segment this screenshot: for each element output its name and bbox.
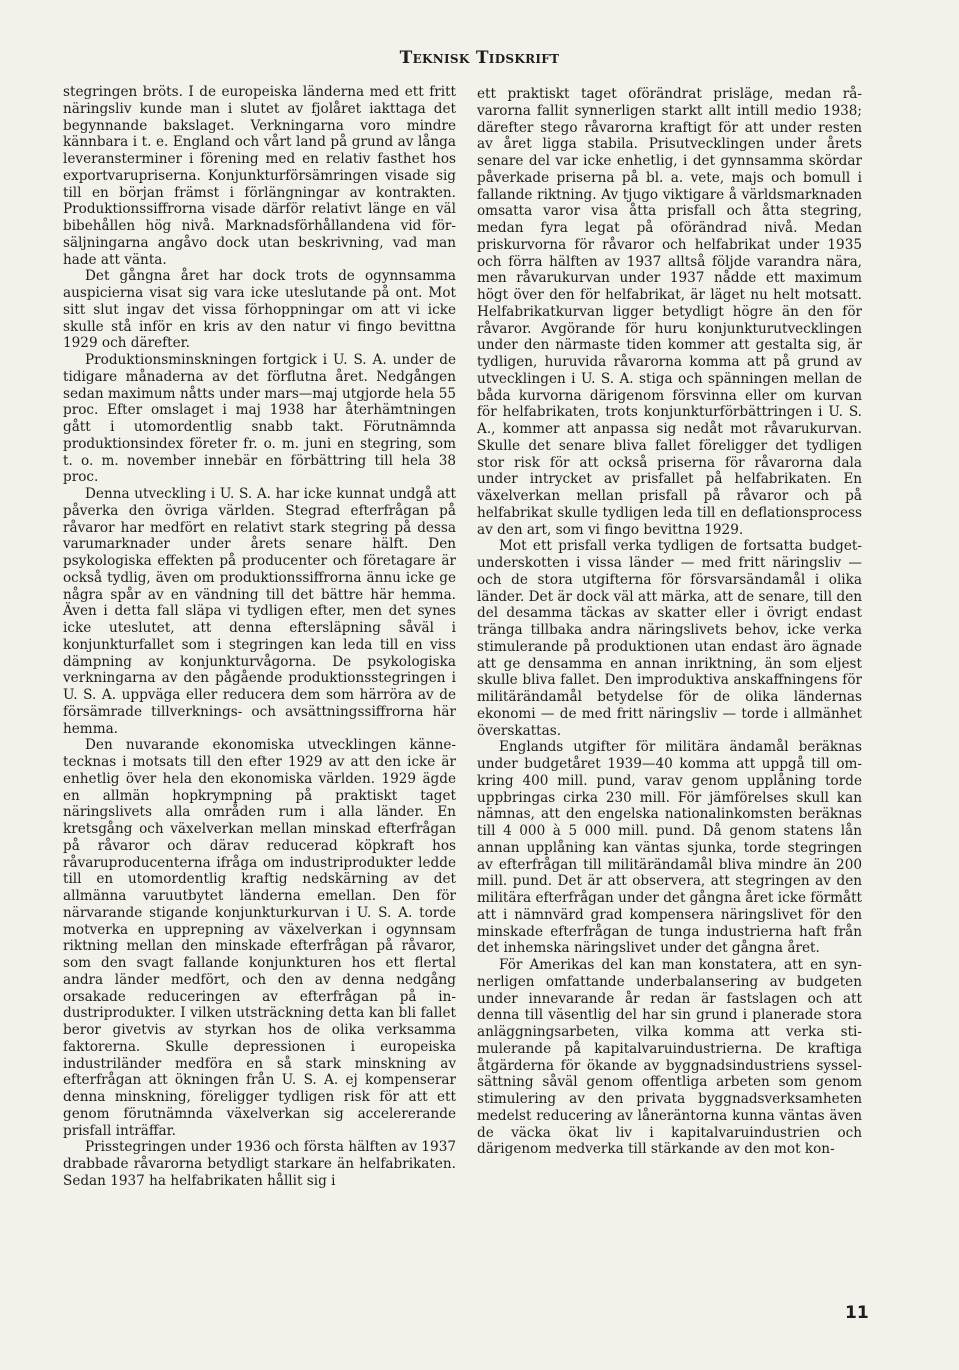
paragraph: Prisstegringen under 1936 och första hälften av 1937 drabbade råvarorna betydligt starkare än helfabrikaten. Sedan 1937 ha helfabrikaten hållit sig i (63, 1139, 456, 1189)
paragraph: Den nuvarande ekonomiska utvecklingen kännetecknas i motsats till den efter 1929 av att den icke är enhetlig över hela den ekonomiska världen. 1929 ägde en allmän hopkrympning på praktiskt taget näringslivets alla områden rum i alla länder. En kretsgång och växelverkan mellan minskad efterfrågan på råvaror och därav reducerad köpkraft hos råvaruproducenterna ifråga om industriprodukter ledde till en utomordentlig kraftig nedskärning av det allmänna varuutbytet länderna emellan. Den för närvarande stigande konjunkturkurvan i U. S. A. torde motverka en upprepning av växelverkan i ogynnsam riktning mellan den minskade efterfrågan på råvaror, som den svagt fallande konjunkturen hos ett flertal andra länder medfört, och den av denna nedgång orsakade reduceringen av efterfrågan på industriprodukter. I vilken utsträckning detta kan bli fallet beror givetvis av styrkan hos de olika verksamma faktorerna. Skulle depressionen i europeiska industriländer medföra en så stark minskning av efterfrågan att ökningen från U. S. A. ej kompenserar denna minskning, föreligger tydligen risk för att ett genom förutnämnda växelverkan sig accelererande prisfall inträffar. (63, 737, 456, 1139)
journal-masthead: Teknisk Tidskrift (399, 48, 560, 68)
paragraph: Denna utveckling i U. S. A. har icke kunnat undgå att påverka den övriga världen. Stegrad efterfrågan på råvaror har medfört en relativt stark stegring på dessa varumarknader under årets senare hälft. Den psykologiska effekten på producenter och företagare är också tydlig, även om produktionssiffrorna ännu icke ge några spår av en vändning till det bättre här hemma. Även i detta fall släpa vi tydligen efter, men det synes icke uteslutet, att denna eftersläpning såväl i konjunkturfallet som i stegringen kan leda till en viss dämpning av konjunkturvågorna. De psykologiska verkningarna av den pågående produktionsstegringen i U. S. A. uppväga eller reducera dem som härröra av de försämrade tillverknings- och avsättningssiffrorna här hemma. (63, 486, 456, 737)
right-text-column (477, 86, 862, 1158)
paragraph: ett praktiskt taget oförändrat prisläge, medan råvarorna fallit synnerligen starkt allt intill medio 1938; därefter stego råvarorna kraftigt för att under resten av året ligga stabila. Prisutvecklingen under årets senare del var icke enhetlig, i det gynnsamma skördar påverkade priserna på bl. a. vete, majs och bomull i fallande riktning. Av tjugo viktigare å världsmarknaden omsatta varor visa åtta prisfall och åtta stegring, medan fyra legat på oförändrad nivå. Medan priskurvorna för råvaror och helfabrikat under 1935 och förra hälften av 1937 alltså följde varandra nära, men råvarukurvan under 1937 nådde ett maximum högt över den för helfabrikat, är läget nu helt motsatt. Helfabrikatkurvan ligger betydligt högre än den för råvaror. Avgörande för huru konjunkturutvecklingen under den närmaste tiden kommer att gestalta sig, är tydligen, huruvida råvarorna komma att på grund av utvecklingen i U. S. A. stiga och spänningen mellan de båda kurvorna därigenom försvinna eller om kurvan för helfabrikaten, trots konjunkturförbättringen i U. S. A., kommer att anpassa sig nedåt mot råvarukurvan. Skulle det senare bliva fallet föreligger det tydligen stor risk för att också priserna för råvarorna dala under intrycket av prisfallet på helfabrikaten. En växelverkan mellan prisfall på råvaror och på helfabrikat skulle tydligen leda till en deflationsprocess av den art, som vi fingo bevittna 1929. (477, 86, 862, 538)
paragraph: Produktionsminskningen fortgick i U. S. A. under de tidigare månaderna av det förflutna året. Nedgången sedan maximum nåtts under mars—maj utgjorde hela 55 proc. Efter omslaget i maj 1938 har återhämtningen gått i utomordentlig snabb takt. Förutnämnda produktionsindex företer fr. o. m. juni en stegring, som t. o. m. november innebär en förbättring till hela 38 proc. (63, 352, 456, 486)
paragraph: Det gångna året har dock trots de ogynnsamma auspicierna visat sig vara icke uteslutande på ont. Mot sitt slut ingav det vissa förhoppningar om att vi icke skulle stå inför en kris av den natur vi fingo bevittna 1929 och därefter. (63, 268, 456, 352)
page-number: 11 (845, 1303, 869, 1323)
paragraph: Mot ett prisfall verka tydligen de fortsatta budgetunderskotten i vissa länder — med fritt näringsliv — och de stora utgifterna för försvarsändamål i olika länder. Det är dock väl att märka, att de senare, till den del desamma täckas av skatter eller i övrigt endast tränga tillbaka andra näringslivets behov, icke verka stimulerande på produktionen utan endast äro ägnade att ge densamma en annan inriktning, än som eljest skulle bliva fallet. Den improduktiva anskaffningens för militärändamål betydelse för de olika ländernas ekonomi — de med fritt näringsliv — torde i allmänhet överskattas. (477, 538, 862, 739)
paragraph: För Amerikas del kan man konstatera, att en synnerligen omfattande underbalansering av budgeten under innevarande år redan är fastslagen och att denna till väsentlig del har sin grund i planerade stora anläggningsarbeten, vilka komma att verka stimulerande på kapitalvaruindustrierna. De kraftiga åtgärderna för ökande av byggnadsindustriens sysselsättning såväl genom offentliga arbeten som genom stimulering av den privata byggnadsverksamheten medelst reducering av låneräntorna kunna väntas även de väcka ökat liv i kapitalvaruindustrien och därigenom medverka till stärkande av den mot kon- (477, 957, 862, 1158)
left-text-column (63, 84, 456, 1190)
paragraph: Englands utgifter för militära ändamål beräknas under budgetåret 1939—40 komma att uppgå till omkring 400 mill. pund, varav genom upplåning torde uppbringas cirka 230 mill. För jämförelses skull kan nämnas, att den engelska nationalinkomsten beräknas till 4 000 à 5 000 mill. pund. Då genom statens lån annan upplåning kan väntas sjunka, torde stegringen av efterfrågan till militärändamål bliva mindre än 200 mill. pund. Det är att observera, att stegringen av den militära efterfrågan under det gångna året icke förmått att i nämnvärd grad kompensera näringslivet för den minskade efterfrågan de tunga industrierna haft från det inhemska näringslivet under det gångna året. (477, 739, 862, 957)
paragraph: stegringen bröts. I de europeiska länderna med ett fritt näringsliv kunde man i slutet av fjolåret iakttaga det begynnande bakslaget. Verkningarna voro mindre kännbara i t. e. England och vårt land på grund av långa leveransterminer i förening med en relativ fasthet hos exportvarupriserna. Konjunkturförsämringen visade sig till en början främst i förlängningar av kontrakten. Produktionssiffrorna visade därför relativt länge en väl bibehållen hög nivå. Marknadsförhållandena vid försäljningarna angåvo dock utan beskrivning, vad man hade att vänta. (63, 84, 456, 268)
